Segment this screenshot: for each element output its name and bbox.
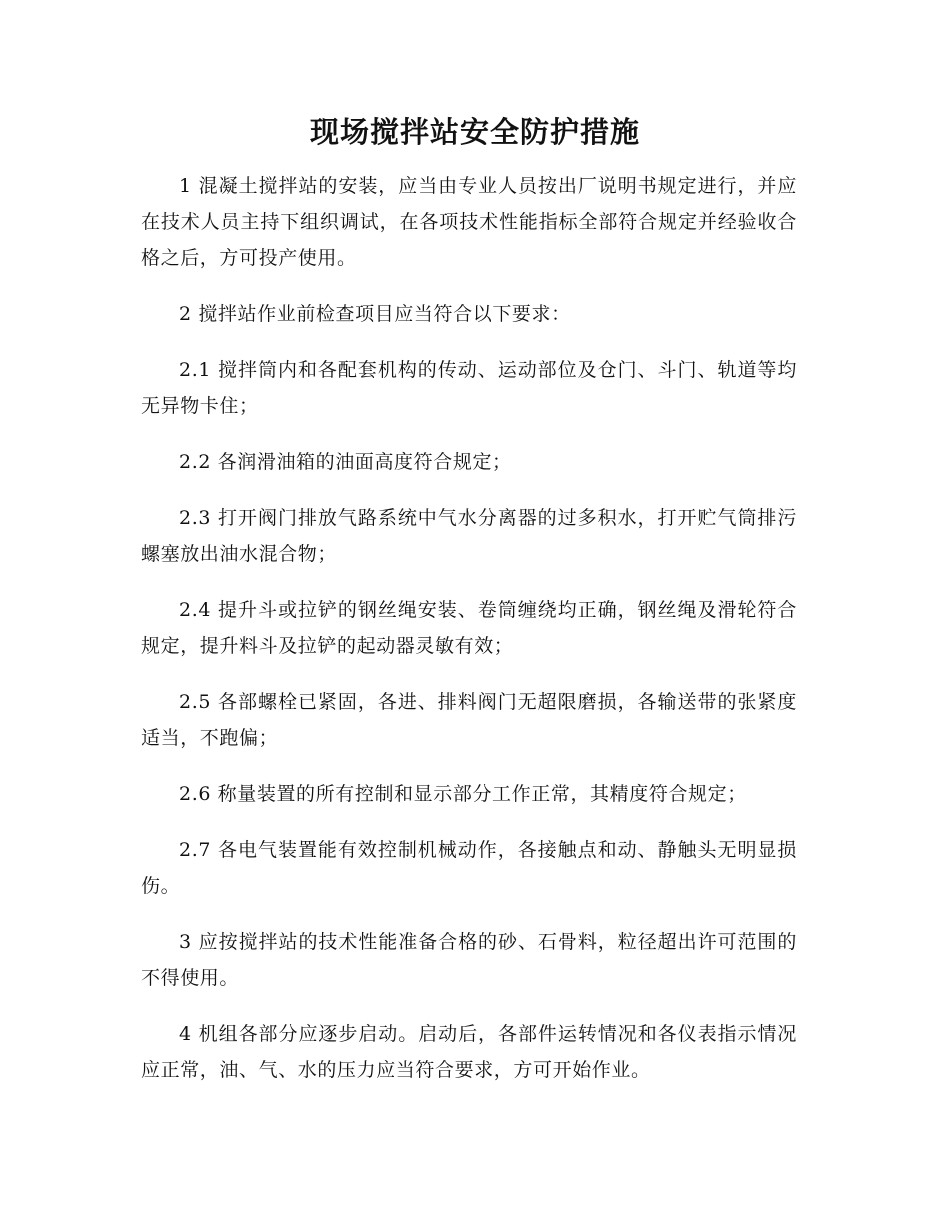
document-body	[141, 168, 797, 1108]
paragraph-2-7: 2.7 各电气装置能有效控制机械动作，各接触点和动、静触头无明显损伤。	[141, 839, 797, 897]
paragraph-2-6: 2.6 称量装置的所有控制和显示部分工作正常，其精度符合规定；	[179, 783, 747, 805]
paragraph-3: 3 应按搅拌站的技术性能准备合格的砂、石骨料，粒径超出许可范围的不得使用。	[141, 931, 797, 989]
paragraph-2-2: 2.2 各润滑油箱的油面高度符合规定；	[179, 451, 512, 473]
paragraph-2-3: 2.3 打开阀门排放气路系统中气水分离器的过多积水，打开贮气筒排污螺塞放出油水混合物；	[141, 507, 797, 565]
paragraph-2-5: 2.5 各部螺栓已紧固，各进、排料阀门无超限磨损，各输送带的张紧度适当，不跑偏；	[141, 691, 797, 749]
paragraph-4: 4 机组各部分应逐步启动。启动后，各部件运转情况和各仪表指示情况应正常，油、气、水的压力应当符合要求，方可开始作业。	[141, 1023, 797, 1081]
paragraph-1: 1 混凝土搅拌站的安装，应当由专业人员按出厂说明书规定进行，并应在技术人员主持下组织调试，在各项技术性能指标全部符合规定并经验收合格之后，方可投产使用。	[141, 175, 797, 269]
paragraph-2-4: 2.4 提升斗或拉铲的钢丝绳安装、卷筒缠绕均正确，钢丝绳及滑轮符合规定，提升料斗及拉铲的起动器灵敏有效；	[141, 599, 797, 657]
paragraph-2: 2 搅拌站作业前检查项目应当符合以下要求：	[179, 303, 571, 325]
paragraph-2-1: 2.1 搅拌筒内和各配套机构的传动、运动部位及仓门、斗门、轨道等均无异物卡住；	[141, 359, 797, 417]
document-title: 现场搅拌站安全防护措施	[309, 115, 640, 149]
